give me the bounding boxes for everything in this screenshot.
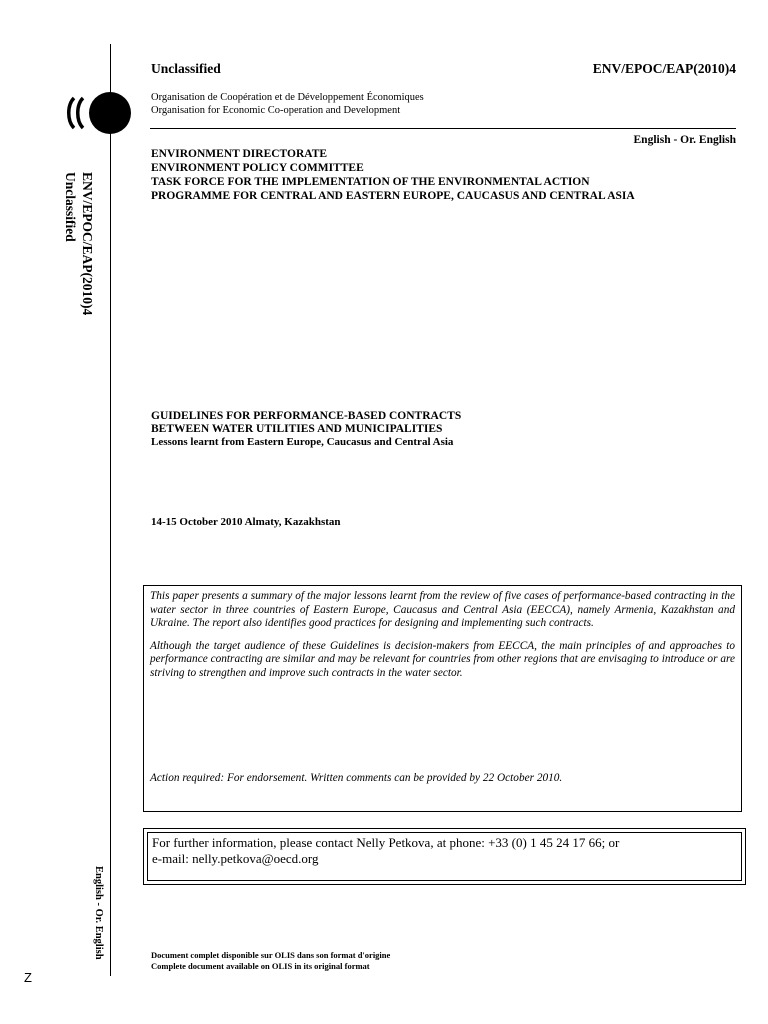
footer-line-en: Complete document available on OLIS in its original format	[151, 961, 370, 971]
summary-box	[143, 585, 742, 812]
footer-line-fr: Document complet disponible sur OLIS dans son format d'origine	[151, 950, 391, 960]
directorate-line: ENVIRONMENT DIRECTORATE	[151, 148, 328, 160]
corner-mark: Z	[24, 970, 32, 985]
task-force-line: TASK FORCE FOR THE IMPLEMENTATION OF THE ENVIRONMENTAL ACTION	[151, 176, 590, 188]
title-line-1: GUIDELINES FOR PERFORMANCE-BASED CONTRACTS	[151, 410, 462, 422]
sidebar-language: English - Or. English	[93, 866, 104, 960]
document-code: ENV/EPOC/EAP(2010)4	[592, 61, 736, 76]
oecd-logo	[62, 92, 136, 134]
programme-line: PROGRAMME FOR CENTRAL AND EASTERN EUROPE, CAUCASUS AND CENTRAL ASIA	[151, 190, 635, 202]
olis-footer	[151, 950, 390, 972]
contact-line-1: For further information, please contact Nelly Petkova, at phone: +33 (0) 1 45 24 17 66; or	[152, 835, 620, 850]
committee-line: ENVIRONMENT POLICY COMMITTEE	[151, 162, 364, 174]
margin-rule	[110, 44, 111, 976]
organisation-name-fr: Organisation de Coopération et de Développement Économiques	[151, 92, 424, 103]
summary-paragraph-2: Although the target audience of these Guidelines is decision-makers from EECCA, the main principles of and approaches to performance contracting are similar and may be relevant for countries from other regions that are envisaging to introduce or are striving to strengthen and improve such contracts in the water sector.	[150, 639, 735, 679]
sidebar-doc-code: ENV/EPOC/EAP(2010)4	[80, 172, 95, 316]
sidebar-identifier	[62, 172, 96, 315]
sidebar-classification: Unclassified	[63, 172, 78, 242]
title-line-2: BETWEEN WATER UTILITIES AND MUNICIPALITIES	[151, 423, 443, 435]
action-required: Action required: For endorsement. Written comments can be provided by 22 October 2010.	[150, 772, 563, 784]
document-subtitle: Lessons learnt from Eastern Europe, Caucasus and Central Asia	[151, 436, 454, 448]
contact-box	[143, 828, 746, 885]
meeting-date-location: 14-15 October 2010 Almaty, Kazakhstan	[151, 516, 341, 528]
language-label: English - Or. English	[633, 134, 736, 146]
contact-box-inner	[147, 832, 742, 881]
organisation-names	[151, 91, 424, 117]
header-divider	[150, 128, 736, 129]
contact-email: e-mail: nelly.petkova@oecd.org	[152, 851, 319, 866]
classification-label: Unclassified	[151, 61, 221, 76]
organisation-name-en: Organisation for Economic Co-operation and Development	[151, 105, 401, 116]
summary-paragraph-1: This paper presents a summary of the major lessons learnt from the review of five cases of performance-based contracting in the water sector in three countries of Eastern Europe, Caucasus and Central Asia (EECCA), namely Armenia, Kazakhstan and Ukraine. The report also identifies good practices for designing and implementing such contracts.	[150, 590, 735, 630]
document-title	[151, 410, 461, 449]
directorate-block	[151, 147, 635, 203]
